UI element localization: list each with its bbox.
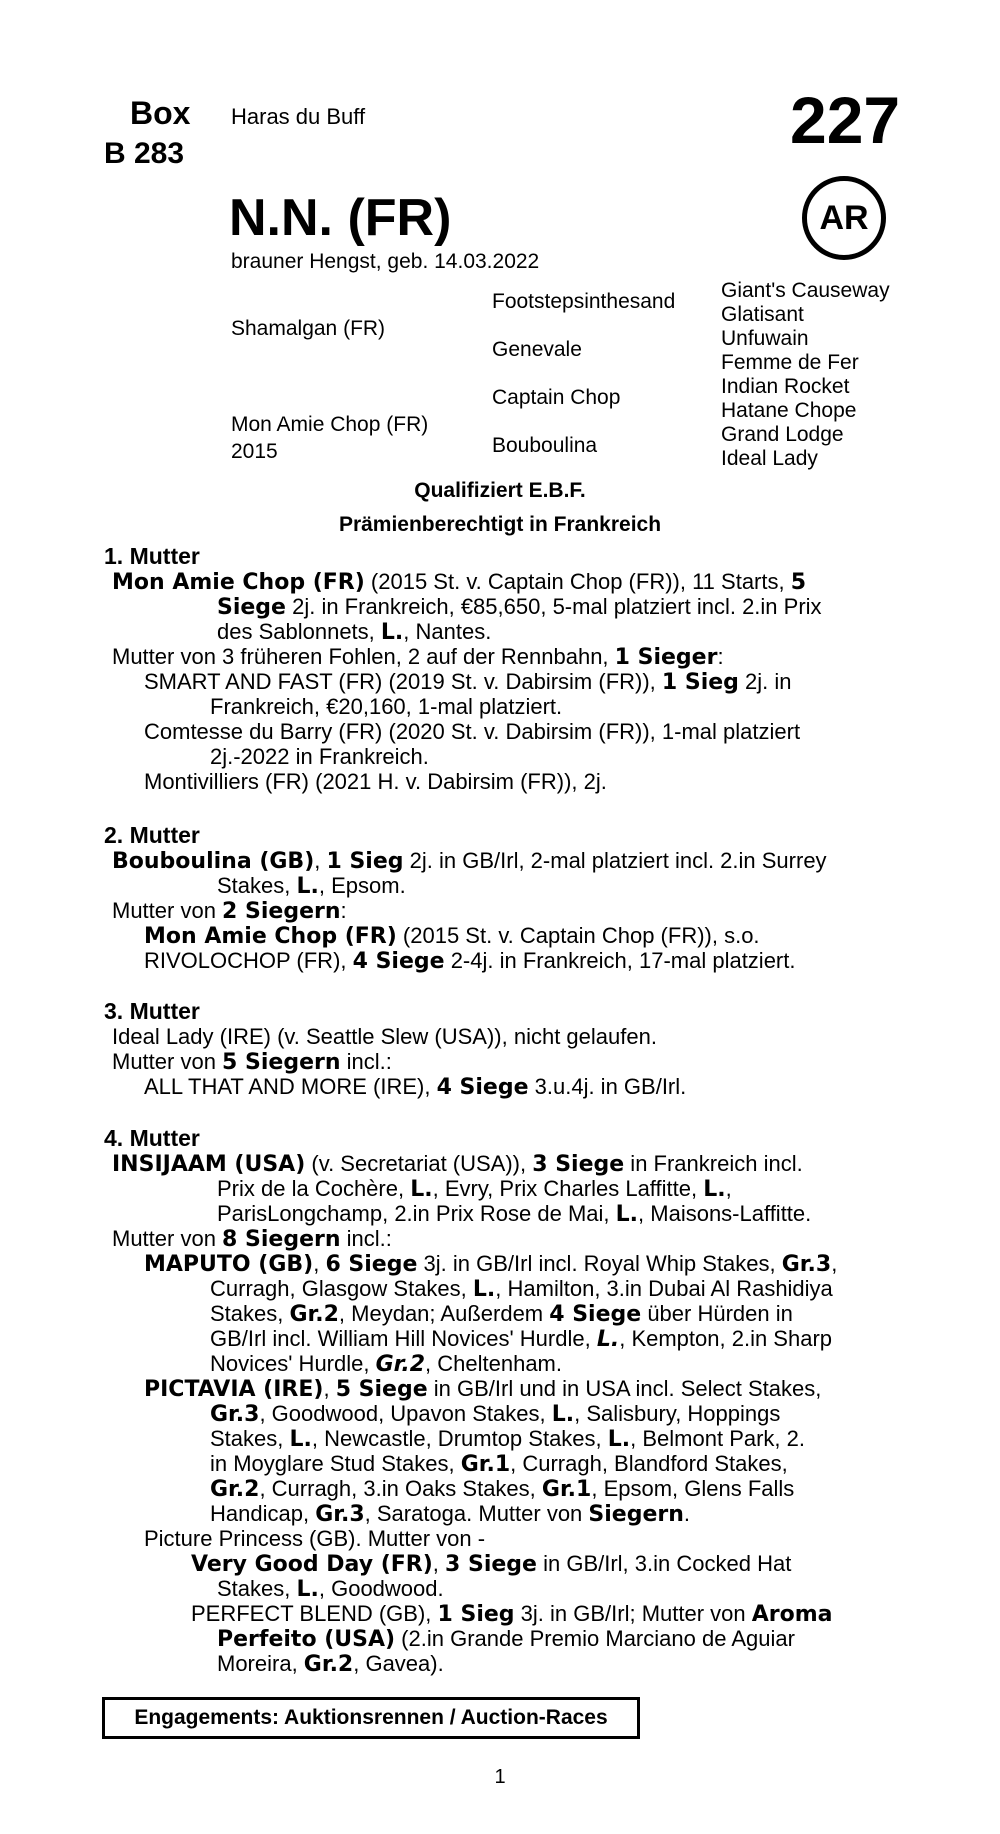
box-number: B 283 — [104, 137, 185, 170]
wins: 1 Sieg — [437, 1602, 515, 1627]
pedigree-gen3-item: Femme de Fer — [721, 351, 859, 374]
pedigree-gen3-item: Giant's Causeway — [721, 279, 890, 302]
text: in Moyglare Stud Stakes, — [210, 1451, 461, 1476]
pb-line — [217, 1651, 444, 1677]
wins: 4 Siege — [549, 1302, 642, 1327]
vgd-line — [217, 1576, 444, 1602]
text: , — [314, 848, 327, 873]
text: , Newcastle, Drumtop Stakes, — [311, 1426, 608, 1451]
m1-line — [217, 594, 822, 620]
wins: 4 Siege — [352, 949, 445, 974]
maputo-line — [210, 1276, 833, 1302]
m4-line — [217, 1176, 732, 1202]
pedigree-gen3-item: Glatisant — [721, 303, 804, 326]
group: Gr.1 — [460, 1452, 511, 1477]
pedigree-gen3-item: Grand Lodge — [721, 423, 844, 446]
group: Gr.3 — [781, 1252, 832, 1277]
maputo-line — [210, 1326, 832, 1352]
qualification-ebf: Qualifiziert E.B.F. — [414, 479, 586, 502]
text: , — [432, 1551, 446, 1576]
pb-line — [191, 1601, 833, 1627]
text: Curragh, Glasgow Stakes, — [210, 1276, 473, 1301]
group: Gr.3 — [210, 1402, 260, 1427]
text: Mutter von — [112, 1049, 223, 1074]
picture-princess-line: Picture Princess (GB). Mutter von - — [144, 1526, 486, 1551]
m1-offspring: Montivilliers (FR) (2021 H. v. Dabirsim (FR)), 2j. — [144, 769, 607, 794]
maputo-line — [144, 1251, 837, 1277]
pictavia-line — [210, 1401, 780, 1427]
text: Novices' Hurdle, — [210, 1351, 376, 1376]
text: Handicap, — [210, 1501, 316, 1526]
text: , Goodwood, Upavon Stakes, — [259, 1401, 552, 1426]
pictavia-line — [210, 1476, 794, 1502]
pedigree-gen2-item: Bouboulina — [492, 434, 598, 457]
m2-progeny — [112, 898, 347, 924]
page-number: 1 — [494, 1766, 506, 1788]
pedigree-gen2-item: Footstepsinthesand — [492, 290, 676, 313]
pedigree-gen2-item: Genevale — [492, 338, 582, 361]
group: Gr.2 — [289, 1302, 339, 1327]
group: Gr.2 — [375, 1352, 426, 1377]
m4-line — [112, 1151, 803, 1177]
pictavia-line — [210, 1426, 805, 1452]
m1-offspring — [144, 669, 792, 695]
horse-name: N.N. (FR) — [229, 189, 452, 247]
horse-name: Aroma — [751, 1602, 833, 1627]
text: des Sablonnets, — [217, 619, 381, 644]
section-title-m2: 2. Mutter — [104, 822, 200, 848]
text: , Evry, Prix Charles Laffitte, — [432, 1176, 704, 1201]
horse-name: Very Good Day (FR) — [191, 1552, 433, 1577]
pictavia-line — [210, 1501, 690, 1527]
horse-name: Perfeito (USA) — [217, 1627, 396, 1652]
wins: 2 Siegern — [222, 899, 341, 924]
text: ParisLongchamp, 2.in Prix Rose de Mai, — [217, 1201, 616, 1226]
wins: 8 Siegern — [222, 1227, 341, 1252]
m3-offspring — [144, 1074, 686, 1100]
listed: L. — [296, 1577, 319, 1602]
listed: L. — [296, 874, 319, 899]
m1-offspring: Frankreich, €20,160, 1-mal platziert. — [210, 694, 563, 719]
horse-name: Mon Amie Chop (FR) — [144, 924, 397, 949]
group: Gr.2 — [303, 1652, 354, 1677]
maputo-line — [210, 1351, 562, 1377]
m4-progeny — [112, 1226, 392, 1252]
text: , Maisons-Laffitte. — [638, 1201, 812, 1226]
dam-name: Mon Amie Chop (FR) — [112, 570, 365, 595]
text: incl.: — [340, 1049, 392, 1074]
text: Stakes, — [217, 1576, 297, 1601]
listed: L. — [596, 1327, 620, 1352]
text: , Salisbury, Hoppings — [574, 1401, 781, 1426]
text: in GB/Irl, 3.in Cocked Hat — [536, 1551, 792, 1576]
section-title-m1: 1. Mutter — [104, 543, 200, 569]
m2-offspring — [144, 948, 795, 974]
text: Moreira, — [217, 1651, 304, 1676]
wins: 6 Siege — [325, 1252, 418, 1277]
text: RIVOLOCHOP (FR), — [144, 948, 353, 973]
text: Stakes, — [217, 873, 297, 898]
wins: 4 Siege — [436, 1075, 529, 1100]
horse-name: MAPUTO (GB) — [144, 1252, 314, 1277]
pedigree-gen3-item: Ideal Lady — [721, 447, 818, 470]
box-label: Box — [130, 95, 191, 131]
m2-line — [217, 873, 406, 899]
dam-name: INSIJAAM (USA) — [112, 1152, 306, 1177]
text: , Hamilton, 3.in Dubai Al Rashidiya — [495, 1276, 833, 1301]
m3-progeny — [112, 1049, 392, 1075]
text: , — [323, 1376, 336, 1401]
listed: L. — [289, 1427, 312, 1452]
text: , — [831, 1251, 838, 1276]
qualification-france: Prämienberechtigt in Frankreich — [338, 513, 662, 536]
listed: L. — [607, 1427, 631, 1452]
pedigree-dam-year: 2015 — [231, 440, 278, 463]
wins: 1 Sieg — [326, 849, 404, 874]
text: : — [717, 644, 724, 669]
text: , Belmont Park, 2. — [630, 1426, 806, 1451]
m1-line — [112, 569, 806, 595]
m1-line — [217, 619, 491, 645]
m4-line — [217, 1201, 811, 1227]
text: , — [725, 1176, 732, 1201]
m1-progeny — [112, 644, 724, 670]
breeder: Haras du Buff — [231, 104, 366, 129]
text: 2-4j. in Frankreich, 17-mal platziert. — [444, 948, 796, 973]
text: (2015 St. v. Captain Chop (FR)), 11 Starts, — [364, 569, 791, 594]
text: 3j. in GB/Irl; Mutter von — [514, 1601, 752, 1626]
text: , Goodwood. — [318, 1576, 444, 1601]
listed: L. — [551, 1402, 575, 1427]
text: 2j. in GB/Irl, 2-mal platziert incl. 2.in Surrey — [403, 848, 827, 873]
listed: L. — [380, 620, 404, 645]
text: (2.in Grande Premio Marciano de Aguiar — [395, 1626, 795, 1651]
section-title-m4: 4. Mutter — [104, 1125, 200, 1151]
m2-offspring — [144, 923, 760, 949]
text: : — [340, 898, 347, 923]
wins: Siege — [217, 595, 286, 620]
wins: Siegern — [588, 1502, 684, 1527]
text: ALL THAT AND MORE (IRE), — [144, 1074, 437, 1099]
text: Mutter von 3 früheren Fohlen, 2 auf der Rennbahn, — [112, 644, 615, 669]
text: in Frankreich incl. — [624, 1151, 803, 1176]
text: 2j. in — [738, 669, 792, 694]
text: , Curragh, Blandford Stakes, — [510, 1451, 788, 1476]
text: , Curragh, 3.in Oaks Stakes, — [259, 1476, 542, 1501]
m1-offspring: 2j.-2022 in Frankreich. — [210, 744, 429, 769]
listed: L. — [472, 1277, 496, 1302]
text: , Cheltenham. — [425, 1351, 562, 1376]
text: GB/Irl incl. William Hill Novices' Hurdle, — [210, 1326, 597, 1351]
engagements-box — [102, 1697, 640, 1739]
pb-line — [217, 1626, 795, 1652]
text: Mutter von — [112, 898, 223, 923]
wins: 3 Siege — [445, 1552, 537, 1577]
text: (2015 St. v. Captain Chop (FR)), s.o. — [396, 923, 760, 948]
text: 3.u.4j. in GB/Irl. — [528, 1074, 687, 1099]
m3-line: Ideal Lady (IRE) (v. Seattle Slew (USA)), nicht gelaufen. — [112, 1024, 657, 1049]
ar-badge — [802, 176, 886, 260]
pedigree-gen3-item: Unfuwain — [721, 327, 809, 350]
engagements-label: Engagements: Auktionsrennen / Auction-Races — [134, 1706, 608, 1729]
m2-line — [112, 848, 827, 874]
text: über Hürden in — [641, 1301, 793, 1326]
wins: 5 — [790, 570, 807, 595]
section-title-m3: 3. Mutter — [104, 998, 200, 1024]
lot-number: 227 — [790, 83, 901, 157]
ar-badge-label: AR — [819, 198, 869, 237]
text: , Nantes. — [403, 619, 492, 644]
wins: 1 Sieg — [661, 670, 739, 695]
text: PERFECT BLEND (GB), — [191, 1601, 438, 1626]
text: incl.: — [340, 1226, 392, 1251]
text: , Kempton, 2.in Sharp — [619, 1326, 833, 1351]
text: Prix de la Cochère, — [217, 1176, 411, 1201]
text: SMART AND FAST (FR) (2019 St. v. Dabirsim (FR)), — [144, 669, 662, 694]
pedigree-dam: Mon Amie Chop (FR) — [231, 413, 429, 436]
m1-offspring: Comtesse du Barry (FR) (2020 St. v. Dabirsim (FR)), 1-mal platziert — [144, 719, 801, 744]
text: , Gavea). — [353, 1651, 444, 1676]
text: , Saratoga. Mutter von — [364, 1501, 589, 1526]
wins: 5 Siegern — [222, 1050, 341, 1075]
wins: 3 Siege — [532, 1152, 625, 1177]
wins: 1 Sieger — [614, 645, 718, 670]
text: Mutter von — [112, 1226, 223, 1251]
text: , Meydan; Außerdem — [338, 1301, 550, 1326]
listed: L. — [703, 1177, 726, 1202]
text: 2j. in Frankreich, €85,650, 5-mal platziert incl. 2.in Prix — [285, 594, 822, 619]
group: Gr.3 — [315, 1502, 365, 1527]
pedigree-gen3-item: Hatane Chope — [721, 399, 857, 422]
listed: L. — [410, 1177, 433, 1202]
text: . — [683, 1501, 691, 1526]
pedigree-sire: Shamalgan (FR) — [231, 317, 386, 340]
wins: 5 Siege — [335, 1377, 428, 1402]
group: Gr.1 — [541, 1477, 592, 1502]
maputo-line — [210, 1301, 793, 1327]
horse-description: brauner Hengst, geb. 14.03.2022 — [231, 250, 540, 273]
text: (v. Secretariat (USA)), — [305, 1151, 533, 1176]
pictavia-line — [210, 1451, 788, 1477]
horse-name: PICTAVIA (IRE) — [144, 1377, 324, 1402]
group: Gr.2 — [210, 1477, 260, 1502]
text: Stakes, — [210, 1426, 290, 1451]
text: , Epsom. — [318, 873, 406, 898]
pictavia-line — [144, 1376, 821, 1402]
dam-name: Bouboulina (GB) — [112, 849, 315, 874]
text: 3j. in GB/Irl incl. Royal Whip Stakes, — [417, 1251, 782, 1276]
pedigree-gen3-item: Indian Rocket — [721, 375, 850, 398]
listed: L. — [615, 1202, 639, 1227]
text: , Epsom, Glens Falls — [591, 1476, 795, 1501]
vgd-line — [191, 1551, 791, 1577]
text: in GB/Irl und in USA incl. Select Stakes, — [427, 1376, 822, 1401]
pedigree-gen2-item: Captain Chop — [492, 386, 621, 409]
text: , — [313, 1251, 326, 1276]
text: Stakes, — [210, 1301, 290, 1326]
